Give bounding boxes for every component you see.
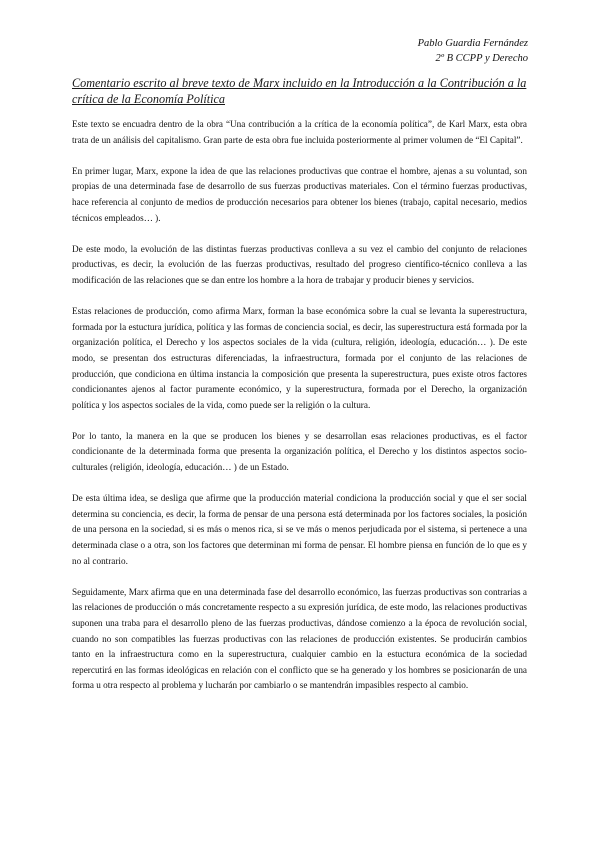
paragraph-1: Este texto se encuadra dentro de la obra “Una contribución a la crítica de la economía política”, de Karl Marx, esta obra trata de un análisis del capitalismo. Gran parte de esta obra fue incluida posteriormente al primer volumen de “El Capital”. — [72, 119, 527, 145]
document-header — [418, 36, 528, 66]
paragraph-5: Por lo tanto, la manera en la que se producen los bienes y se desarrollan esas relaciones productivas, es el factor condicionante de la determinada forma que presenta la organización política, el Derecho y los distintos aspectos socio-culturales (religión, ideología, educación… ) de un Estado. — [72, 430, 527, 473]
course-label: 2º B CCPP y Derecho — [435, 53, 528, 64]
paragraph-2: En primer lugar, Marx, expone la idea de que las relaciones productivas que contrae el hombre, ajenas a su voluntad, son propias de una determinada fase de desarrollo de sus fuerzas productivas materiales. Con el término fuerzas productivas, hace referencia al conjunto de medios de producción necesarios para obtener los bienes (trabajo, capital necesario, medios técnicos empleados… ). — [72, 165, 527, 223]
document-title: Comentario escrito al breve texto de Marx incluido en la Introducción a la Contribución a la crítica de la Economía Política — [72, 76, 527, 106]
paragraph-6: De esta última idea, se desliga que afirme que la producción material condiciona la producción social y que el ser social determina su conciencia, es decir, la forma de pensar de una persona está determinada por los factores sociales, la posición de una persona en la sociedad, si es más o menos rica, si se ve más o menos perjudicada por el sistema, si pertenece a una determinada clase o a otra, son los factores que determinan mi forma de pensar. El hombre piensa en función de lo que es y no al contrario. — [72, 493, 527, 566]
author-name: Pablo Guardia Fernández — [417, 38, 528, 49]
paragraph-7: Seguidamente, Marx afirma que en una determinada fase del desarrollo económico, las fuerzas productivas son contrarias a las relaciones de producción o más concretamente respecto a su expresión jurídica, de este modo, las relaciones productivas suponen una traba para el desarrollo pleno de las fuerzas productivas, dándose comienzo a la época de revolución social, cuando no son compatibles las fuerzas productivas con las relaciones de producción existentes. Se producirán cambios tanto en la infraestructura como en la superestructura, cualquier cambio en la estuctura económica de la sociedad repercutirá en las formas ideológicas en relación con el conflicto que se ha generado y los hombres se posicionarán de una forma u otra respecto al problema y lucharán por cambiarlo o se mantendrán impasibles respecto al cambio. — [72, 586, 527, 691]
document-body — [72, 117, 527, 710]
paragraph-4: Estas relaciones de producción, como afirma Marx, forman la base económica sobre la cual se levanta la superestructura, formada por la estuctura jurídica, política y las formas de conciencia social, es decir, las superestructura está formada por la organización política, el Derecho y los aspectos sociales de la vida (cultura, religión, ideología, educación… ). De este modo, se presentan dos estructuras diferenciadas, la infraestructura, formada por el conjunto de las relaciones de producción, que condiciona en última instancia la composición que presenta la superestructura, pues existe otros factores condicionantes ajenos al factor puramente económico, y la superestructura, formada por el Derecho, la organización política y los aspectos sociales de la vida, como puede ser la religión o la cultura. — [72, 306, 527, 410]
paragraph-3: De este modo, la evolución de las distintas fuerzas productivas conlleva a su vez el cambio del conjunto de relaciones productivas, es decir, la evolución de las fuerzas productivas, resultado del progreso científico-técnico conlleva a las modificación de las relaciones que se dan entre los hombre a la hora de trabajar y producir bienes y servicios. — [72, 243, 527, 285]
